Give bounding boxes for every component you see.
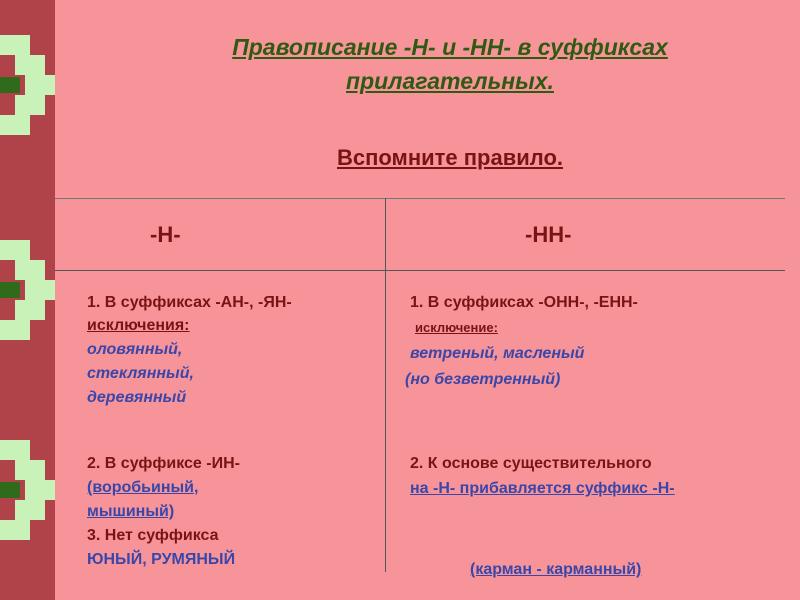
table-top-border: [55, 198, 785, 199]
left-example-2: стеклянный,: [87, 365, 194, 382]
left-example-6: ЮНЫЙ, РУМЯНЫЙ: [87, 551, 236, 568]
title-line-1: Правописание -Н- и -НН- в суффиксах: [232, 34, 668, 60]
ornament-icon: [0, 440, 55, 540]
right-example-1: ветреный, масленый: [410, 345, 585, 362]
right-example-2: (но безветренный): [405, 371, 561, 388]
column-header-nn: -НН-: [525, 222, 572, 247]
left-rule-3: 3. Нет суффикса: [87, 527, 219, 544]
left-rule-1: 1. В суффиксах -АН-, -ЯН-: [87, 294, 292, 311]
left-exceptions-label: исключения:: [87, 317, 190, 334]
right-exception-label: исключение:: [415, 320, 498, 335]
ornament-icon: [0, 35, 55, 135]
rules-table: [55, 198, 785, 578]
right-rule-1: 1. В суффиксах -ОНН-, -ЕНН-: [410, 294, 638, 311]
left-example-5: мышиный): [87, 503, 175, 520]
left-rule-2: 2. В суффиксе -ИН-: [87, 455, 240, 472]
left-example-4: (воробьиный,: [87, 479, 199, 496]
title-line-2: прилагательных.: [346, 68, 554, 94]
column-header-n: -Н-: [150, 222, 181, 247]
right-rule-2: 2. К основе существительного: [410, 455, 652, 472]
ornament-icon: [0, 240, 55, 340]
left-example-3: деревянный: [87, 389, 187, 406]
page-title: [130, 30, 770, 98]
header-divider: [55, 270, 785, 271]
column-divider: [385, 198, 386, 572]
right-example: (карман - карманный): [470, 561, 642, 578]
left-example-1: оловянный,: [87, 341, 183, 358]
right-rule-2b: на -Н- прибавляется суффикс -Н-: [410, 480, 675, 497]
subtitle: Вспомните правило.: [336, 145, 563, 170]
